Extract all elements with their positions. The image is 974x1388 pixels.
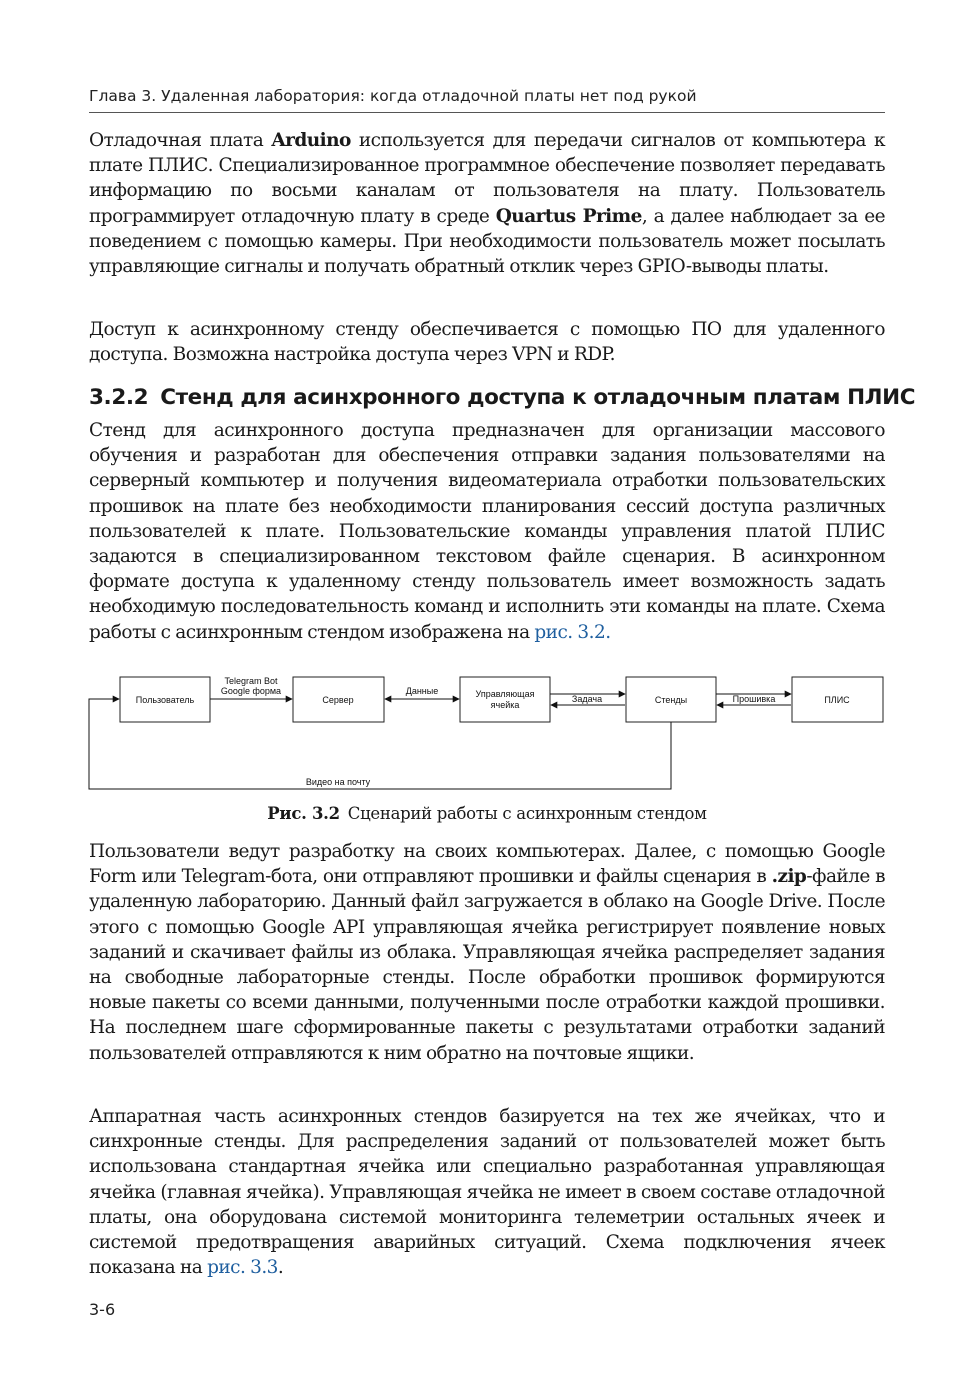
quartus-term: Quartus Prime [495, 205, 642, 227]
para3-text: Стенд для асинхронного доступа предназначен для организации массового обучения и разработан для обеспечения отправки задания пользователями на серверный компьютер и получения видеоматериала отработки пользовательских прошивок на плате без необходимости планирования сессий доступа различных пользователей к плате. Пользовательские команды управления платой ПЛИС задаются в специализированном текстовом файле сценария. В асинхронном формате доступа к удаленному стенду пользователь имеет возможность задать необходимую последовательность команд и исполнить эти команды на плате. Схема работы с асинхронным стендом изображена на [89, 420, 885, 643]
para5-text: Аппаратная часть асинхронных стендов базируется на тех же ячейках, что и синхронные стенды. Для распределения заданий от пользователей может быть использована стандартная ячейка или специально разработанная управляющая ячейка (главная ячейка). Управляющая ячейка не имеет в своем составе отладочной платы, она оборудована системой мониторинга телеметрии остальных ячеек и системой предотвращения аварийных ситуаций. Схема подключения ячеек показана на [89, 1106, 885, 1279]
para4-text-1: Пользователи ведут разработку на своих компьютерах. Далее, с помощью Google Form или Telegram-бота, они отправляют прошивки и файлы сценария в [89, 841, 885, 888]
figure-3-2-link[interactable]: рис. 3.2 [534, 621, 606, 643]
edge-google-form-label: Google форма [220, 686, 282, 696]
paragraph-workflow [89, 839, 885, 1066]
figure-3-2-diagram [86, 668, 888, 796]
node-fpga-label: ПЛИС [824, 695, 850, 705]
paragraph-remote-access [89, 317, 885, 367]
paragraph-arduino [89, 128, 885, 279]
figure-3-3-link[interactable]: рис. 3.3 [207, 1257, 278, 1279]
para1-text-2: используется для передачи сигналов от компьютера к плате ПЛИС. Специализированное программное обеспечение позволяет передавать информацию по восьми каналам от пользователя на плату. Пользователь программирует отладочную плату в среде [89, 130, 885, 227]
edge-video-label: Видео на почту [305, 777, 371, 787]
node-server-label: Сервер [322, 695, 354, 705]
node-user-label: Пользователь [135, 695, 195, 705]
figure-caption [89, 802, 885, 826]
edge-firmware-label: Прошивка [732, 694, 776, 704]
node-control-cell-label-1: Управляющая [475, 689, 535, 699]
section-title-text: Стенд для асинхронного доступа к отладочным платам ПЛИС [160, 385, 916, 410]
paragraph-hardware [89, 1104, 885, 1280]
figure-caption-label: Рис. 3.2 [267, 804, 340, 823]
node-control-cell-label-2: ячейка [490, 700, 520, 710]
edge-task-label: Задача [571, 694, 603, 704]
page-number: 3-6 [89, 1300, 116, 1319]
zip-term: .zip [771, 866, 807, 888]
para5-end: . [277, 1257, 284, 1279]
para2-text: Доступ к асинхронному стенду обеспечивается с помощью ПО для удаленного доступа. Возможна настройка доступа через VPN и RDP. [89, 319, 885, 366]
edge-telegram-bot-label: Telegram Bot [224, 676, 278, 686]
para4-text-2: -файле в удаленную лабораторию. Данный файл загружается в облако на Google Drive. После этого с помощью Google API управляющая ячейка регистрирует появление новых заданий и скачивает файлы из облака. Управляющая ячейка распределяет задания на свободные лабораторные стенды. После обработки прошивок формируются новые пакеты со всеми данными, полученными после отработки каждой прошивки. На последнем шаге сформированные пакеты с результатами отработки заданий пользователей отправляются к ним обратно на почтовые ящики. [89, 866, 886, 1064]
figure-caption-text: Сценарий работы с асинхронным стендом [347, 804, 707, 823]
paragraph-async-stand [89, 418, 885, 645]
edge-data-label: Данные [405, 686, 439, 696]
para3-end: . [605, 621, 611, 643]
section-heading [89, 383, 916, 413]
header-rule [89, 112, 885, 113]
section-number: 3.2.2 [89, 385, 149, 410]
running-header: Глава 3. Удаленная лаборатория: когда отладочной платы нет под рукой [89, 87, 697, 105]
para1-text-3: , а далее наблюдает за ее поведением с помощью камеры. При необходимости пользователь может посылать управляющие сигналы и получать обратный отклик через GPIO-выводы платы. [89, 205, 885, 278]
node-stands-label: Стенды [654, 695, 688, 705]
arduino-term: Arduino [271, 130, 351, 151]
para1-text-1: Отладочная плата [89, 130, 272, 151]
